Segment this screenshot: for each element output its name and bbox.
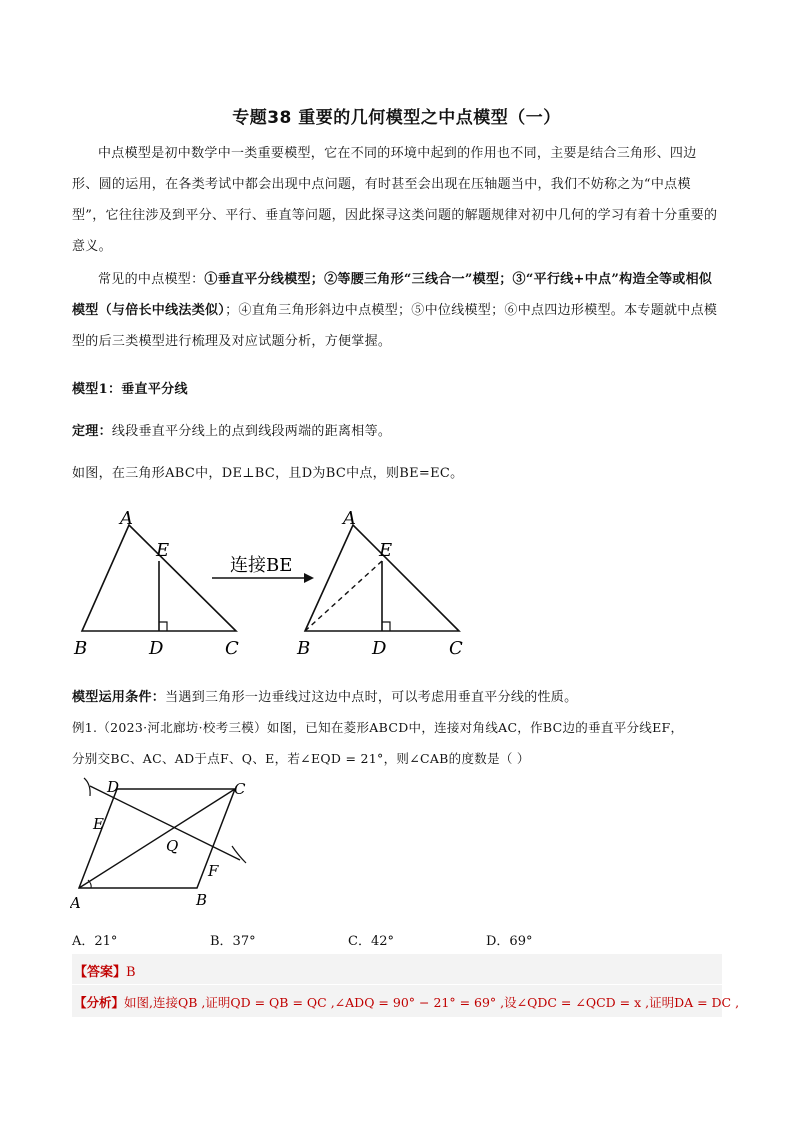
label-a-left: A <box>120 508 133 529</box>
theorem-label: 定理： <box>72 424 112 439</box>
theorem-line <box>72 420 732 439</box>
right-angle-mark-left <box>159 622 167 631</box>
example-line-1: 例1.（2023·河北廊坊·校考三模）如图，已知在菱形ABCD中，连接对角线AC，作BC边的垂直平分线EF， <box>72 720 684 735</box>
answer-band <box>72 954 722 984</box>
label-b-right: B <box>297 638 311 659</box>
common-models-rest: ；④直角三角形斜边中点模型；⑤中位线模型；⑥中点四边形模型。本专题就中点模型的后三类模型进行梳理及对应试题分析，方便掌握。 <box>72 303 718 349</box>
condition-line <box>72 686 732 705</box>
right-angle-mark-right <box>382 622 390 631</box>
label-e-right: E <box>379 540 393 561</box>
label-d-left: D <box>149 638 164 659</box>
model1-heading: 模型1：垂直平分线 <box>72 382 188 397</box>
figure-description: 如图，在三角形ABC中，DE⊥BC，且D为BC中点，则BE=EC。 <box>72 466 464 481</box>
label-f: F <box>208 862 219 880</box>
common-models-bold: ①垂直平分线模型；②等腰三角形“三线合一”模型；③“平行线+中点”构造全等或相似模型（与倍长中线法类似） <box>72 272 713 318</box>
common-models-paragraph <box>72 264 722 357</box>
dashed-segment-be <box>305 561 382 631</box>
analysis-text: 如图,连接QB ,证明QD = QB = QC ,∠ADQ = 90° − 21° = 69° ,设∠QDC = ∠QCD = x ,证明DA = DC , <box>124 995 740 1010</box>
label-b: B <box>196 891 208 909</box>
label-d-right: D <box>372 638 387 659</box>
label-e-left: E <box>156 540 170 561</box>
label-c-left: C <box>225 638 239 659</box>
answer-label: 【答案】 <box>74 965 127 980</box>
analysis-label: 【分析】 <box>74 995 125 1010</box>
page-title: 专题38 重要的几何模型之中点模型（一） <box>232 108 561 128</box>
analysis-band <box>72 985 740 1017</box>
label-a-right: A <box>343 508 356 529</box>
label-c: C <box>234 780 246 798</box>
label-b-left: B <box>74 638 88 659</box>
label-e: E <box>93 815 104 833</box>
arrow-head <box>304 573 314 583</box>
intro-paragraph: 中点模型是初中数学中一类重要模型，它在不同的环境中起到的作用也不同，主要是结合三角形、四边形、圆的运用，在各类考试中都会出现中点问题，有时甚至会出现在压轴题当中，我们不妨称之为“中点模型”，它往往涉及到平分、平行、垂直等问题，因此探寻这类问题的解题规律对初中几何的学习有着十分重要的意义。 <box>72 146 718 254</box>
perpendicular-bisector-figure <box>70 505 470 660</box>
connect-be-label: 连接BE <box>230 555 293 576</box>
label-a: A <box>70 894 81 912</box>
label-d: D <box>107 778 120 796</box>
arc-mark-top <box>84 778 90 796</box>
rhombus-figure <box>70 776 260 914</box>
common-models-lead: 常见的中点模型： <box>98 272 205 287</box>
option-a: A．21° <box>72 934 118 949</box>
option-b: B．37° <box>210 934 256 949</box>
label-c-right: C <box>449 638 463 659</box>
perpendicular-bisector-ef <box>90 786 240 860</box>
arc-mark-bottom <box>232 846 246 863</box>
condition-text: 当遇到三角形一边垂线过这边中点时，可以考虑用垂直平分线的性质。 <box>165 690 578 705</box>
label-q: Q <box>166 837 179 855</box>
theorem-text: 线段垂直平分线上的点到线段两端的距离相等。 <box>111 424 392 439</box>
condition-label: 模型运用条件： <box>72 690 166 705</box>
example-line-2: 分别交BC、AC、AD于点F、Q、E，若∠EQD = 21°，则∠CAB的度数是（ ） <box>72 751 530 766</box>
option-d: D．69° <box>486 934 533 949</box>
answer-value: B <box>126 965 136 980</box>
option-c: C．42° <box>348 934 394 949</box>
